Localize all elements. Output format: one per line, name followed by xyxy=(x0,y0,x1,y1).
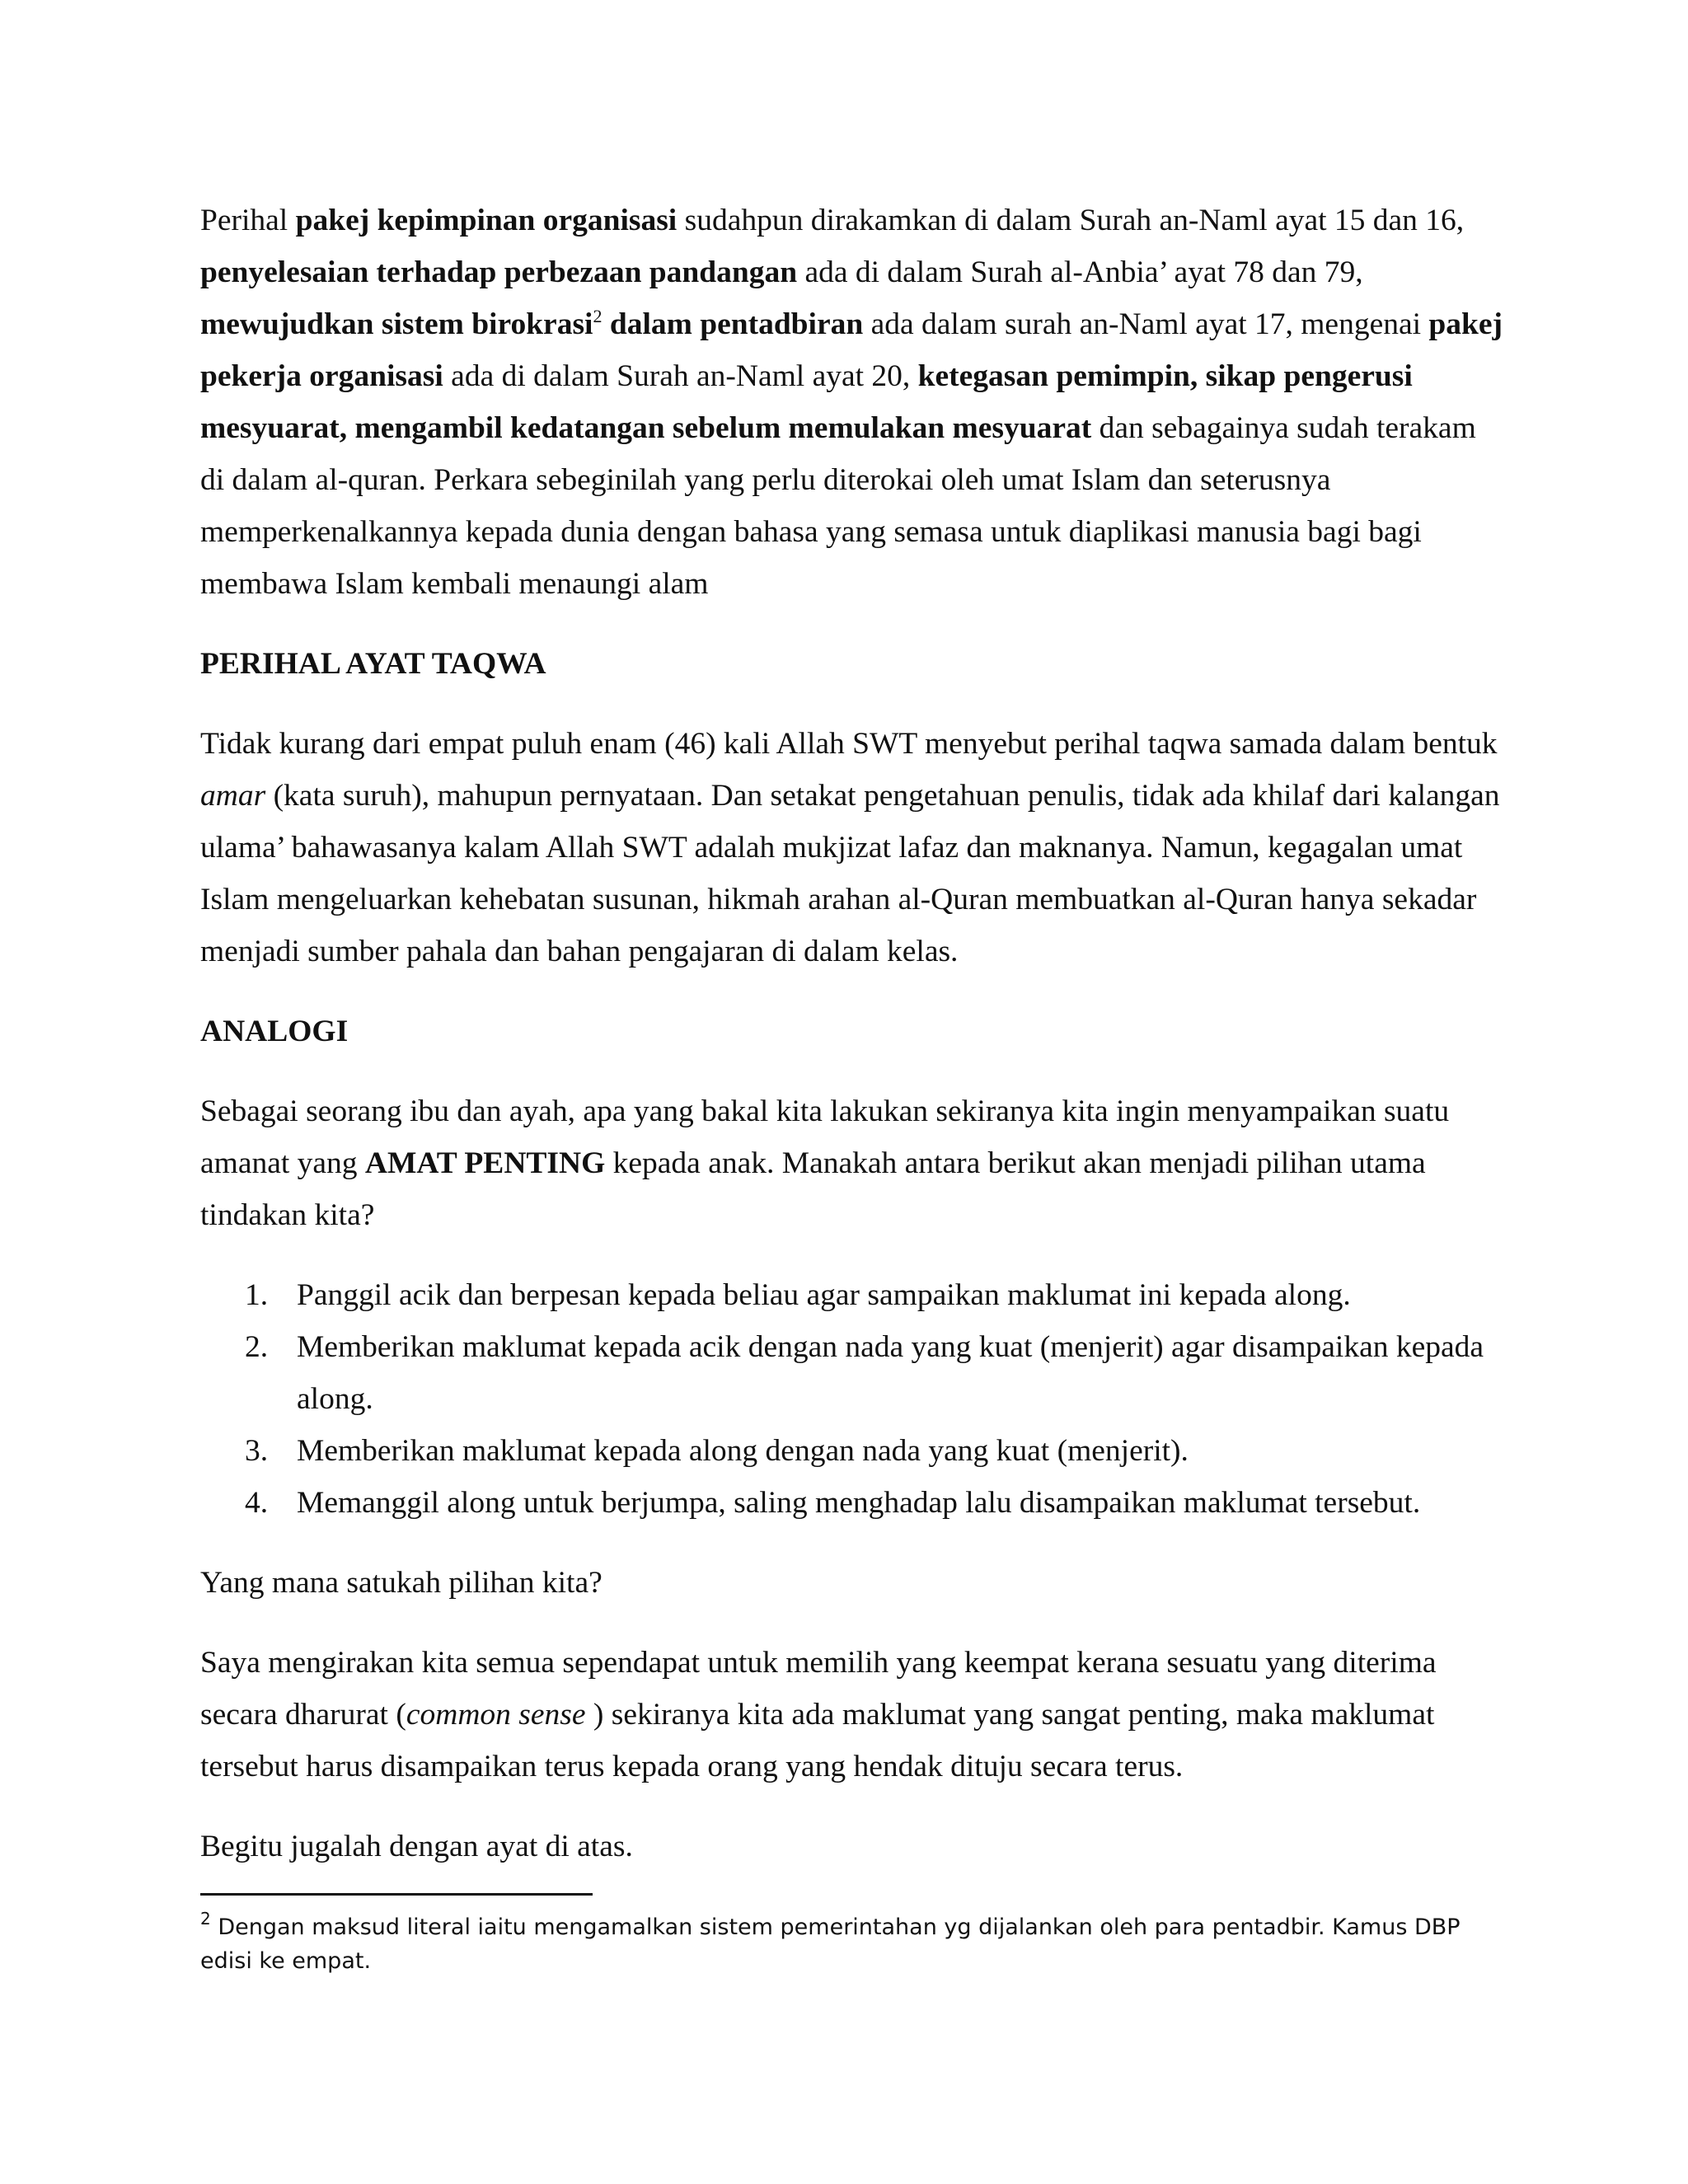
bold-phrase: mewujudkan sistem birokrasi xyxy=(200,307,593,341)
paragraph-leadership-verses: Perihal pakej kepimpinan organisasi sudahpun dirakamkan di dalam Surah an-Naml ayat 15 dan 16, penyelesaian terhadap perbezaan pandangan ada di dalam Surah al-Anbia’ ayat 78 dan 79, mewujudkan sistem birokrasi$^2$ dalam pentadbiran ada dalam surah an-Naml ayat 17, mengenai pakej pekerja organisasi ada di dalam Surah an-Naml ayat 20, ketegasan pemimpin, sikap pengerusi mesyuarat, mengambil kedatangan sebelum memulakan mesyuarat dan sebagainya sudah terakam di dalam al-quran. Perkara sebeginilah yang perlu diterokai oleh umat Islam dan seterusnya memperkenalkannya kepada dunia dengan bahasa yang semasa untuk diaplikasi manusia bagi bagi membawa Islam kembali menaungi alam xyxy=(200,204,1503,601)
section-heading-taqwa: PERIHAL AYAT TAQWA xyxy=(200,647,546,681)
paragraph-choice-question: Yang mana satukah pilihan kita? xyxy=(200,1566,603,1600)
list-number: 3. xyxy=(245,1434,269,1468)
list-item xyxy=(200,1321,1503,1425)
list-item xyxy=(200,1477,1503,1529)
bold-phrase: penyelesaian terhadap perbezaan pandangan xyxy=(200,255,798,289)
list-number: 4. xyxy=(245,1486,269,1520)
paragraph-answer: Saya mengirakan kita semua sependapat untuk memilih yang keempat kerana sesuatu yang diterima secara dharurat (common sense ) sekiranya kita ada maklumat yang sangat penting, maka maklumat tersebut harus disampaikan terus kepada orang yang hendak dituju secara terus. xyxy=(200,1646,1437,1783)
section-heading-analogi: ANALOGI xyxy=(200,1015,349,1048)
italic-term: common sense xyxy=(406,1698,586,1732)
list-item-text: Memberikan maklumat kepada along dengan nada yang kuat (menjerit). xyxy=(297,1434,1189,1468)
list-item xyxy=(200,1269,1503,1321)
options-list xyxy=(200,1269,1503,1529)
list-item-text: Panggil acik dan berpesan kepada beliau agar sampaikan maklumat ini kepada along. xyxy=(297,1278,1351,1312)
list-item-text: Memberikan maklumat kepada acik dengan nada yang kuat (menjerit) agar disampaikan kepada along. xyxy=(297,1330,1484,1416)
footnote-reference[interactable]: 2 xyxy=(593,306,603,326)
footnote xyxy=(200,1910,1503,1978)
list-item-text: Memanggil along untuk berjumpa, saling menghadap lalu disampaikan maklumat tersebut. xyxy=(297,1486,1421,1520)
paragraph-conclusion: Begitu jugalah dengan ayat di atas. xyxy=(200,1830,633,1863)
document-body xyxy=(200,194,1503,1872)
bold-phrase: pakej pekerja organisasi xyxy=(200,307,1503,393)
footnote-separator xyxy=(200,1893,593,1896)
paragraph-analogy-question: Sebagai seorang ibu dan ayah, apa yang bakal kita lakukan sekiranya kita ingin menyampaikan suatu amanat yang AMAT PENTING kepada anak. Manakah antara berikut akan menjadi pilihan utama tindakan kita? xyxy=(200,1094,1450,1232)
list-number: 1. xyxy=(245,1278,269,1312)
footnote-number: 2 xyxy=(200,1909,211,1929)
bold-phrase: pakej kepimpinan organisasi xyxy=(295,204,678,237)
paragraph-taqwa: Tidak kurang dari empat puluh enam (46) kali Allah SWT menyebut perihal taqwa samada dalam bentuk amar (kata suruh), mahupun pernyataan. Dan setakat pengetahuan penulis, tidak ada khilaf dari kalangan ulama’ bahawasanya kalam Allah SWT adalah mukjizat lafaz dan maknanya. Namun, kegagalan umat Islam mengeluarkan kehebatan susunan, hikmah arahan al-Quran membuatkan al-Quran hanya sekadar menjadi sumber pahala dan bahan pengajaran di dalam kelas. xyxy=(200,727,1500,968)
list-item xyxy=(200,1425,1503,1477)
footnote-text: Dengan maksud literal iaitu mengamalkan sistem pemerintahan yg dijalankan oleh para pentadbir. Kamus DBP edisi ke empat. xyxy=(200,1915,1461,1974)
list-number: 2. xyxy=(245,1330,269,1364)
bold-phrase: dalam pentadbiran xyxy=(602,307,864,341)
italic-term: amar xyxy=(200,779,266,813)
bold-phrase: ketegasan pemimpin, sikap pengerusi mesyuarat, mengambil kedatangan sebelum memulakan mesyuarat xyxy=(200,359,1413,445)
bold-phrase: AMAT PENTING xyxy=(364,1146,606,1180)
